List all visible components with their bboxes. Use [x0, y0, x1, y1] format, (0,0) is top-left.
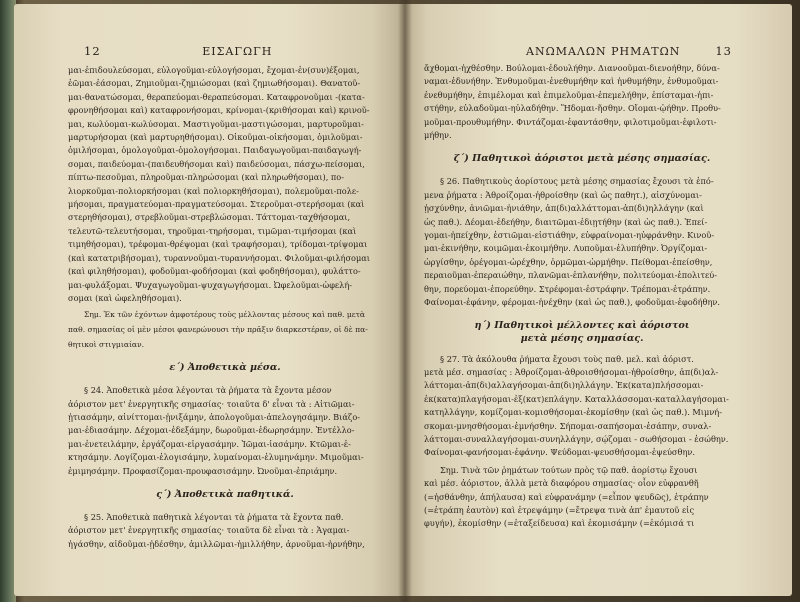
text-line: θητικοὶ στιγμιαίαν. — [68, 339, 145, 349]
text-line: μαι, κωλύομαι-κωλύσομαι. Μαστιγοῦμαι-μαστιγώσομαι, μαρτυροῦμαι- — [68, 118, 364, 129]
text-line: ἄχθομαι-ἠχθέσθην. Βούλομαι-ἐδουλήθην. Διανοοῦμαι-διενοήθην, δύνα- — [424, 63, 720, 73]
text-line: μετὰ μέσ. σημασίας : Ἀθροίζομαι-ἀθροισθήσομαι-ἠθροίσθην, ἀπ(δι)αλ- — [424, 366, 719, 377]
text-line: ἐῶμαι-ἐάσομαι, Ζημιοῦμαι-ζημιώσομαι (καὶ ζημιωθήσομαι). Θανατοῦ- — [68, 78, 361, 89]
text-line: λιορκοῦμαι-πολιορκήσομαι (καὶ πολιορκηθήσομαι), πολεμοῦμαι-πολε- — [68, 185, 359, 196]
text-line: ἐνεθυμήθην, ἐπιμέλομαι καὶ ἐπιμελοῦμαι-ἐπεμελήθην, ἐπίσταμαι-ἠπι- — [424, 89, 714, 100]
text-line: φρονηθήσομαι καὶ) καταφρονήσομαι, κρίνομαι-(κριθήσομαι καὶ) κρινοῦ- — [68, 105, 370, 116]
right-paragraph-27 — [424, 353, 740, 460]
text-line: Σημ. Τινὰ τῶν ῥημάτων τούτων πρὸς τῷ παθ. ἀορίστῳ ἔχουσι — [440, 464, 698, 475]
text-line: § 25. Ἀποθετικὰ παθητικὰ λέγονται τὰ ῥήματα τὰ ἔχοντα παθ. — [84, 511, 344, 522]
left-page-number: 12 — [84, 44, 101, 58]
right-page-number: 13 — [715, 44, 732, 58]
text-line: ἠγάσθην, αἰδοῦμαι-ᾐδέσθην, ἁμιλλῶμαι-ἡμιλλήθην, ἀρνοῦμαι-ἠρνήθην, — [68, 538, 365, 549]
heading-line-2: μετὰ μέσης σημασίας. — [520, 332, 644, 344]
text-line: μαι-ἐκινήθην, κοιμῶμαι-ἐκοιμήθην. Λυποῦμαι-ἐλυπήθην. Ὀργίζομαι- — [424, 243, 708, 254]
text-line: (καὶ κατατριβήσομαι), τυραννοῦμαι-τυραννήσομαι. Φιλοῦμαι-φιλήσομαι — [68, 252, 371, 263]
left-page — [14, 4, 404, 596]
right-paragraph-26 — [424, 175, 740, 309]
heading-line-1: η΄) Παθητικοὶ μέλλοντες καὶ ἀόριστοι — [474, 319, 690, 331]
text-line: γομαι-ἠπείχθην, ἑστιῶμαι-εἱστιάθην, εὐφραίνομαι-ηὐφράνθην. Κινοῦ- — [424, 230, 715, 241]
right-page-header — [526, 44, 732, 58]
right-paragraph-continued — [424, 62, 740, 142]
text-line: μαι-ἐπιδουλεύσομαι, εὐλογοῦμαι-εὐλογήσομαι, ἔχομαι-ἐν(συν)έξομαι, — [68, 65, 360, 75]
text-line: ἐκ(κατα)πλαγήσομαι-ἐξ(κατ)επλάγην. Καταλλάσσομαι-καταλλαγήσομαι- — [424, 393, 729, 404]
text-line: μαι-ἐδιασάμην. Δέχομαι-ἐδεξάμην, δωροῦμαι-ἐδωρησάμην. Ἐντέλλο- — [68, 425, 355, 436]
text-line: ᾐσχύνθην, ἀνιῶμαι-ἠνιάθην, ἀπ(δι)αλλάττομαι-ἀπ(δι)ηλλάγην (καὶ — [424, 203, 704, 214]
text-line: § 24. Ἀποθετικὰ μέσα λέγονται τὰ ῥήματα τὰ ἔχοντα μέσον — [84, 385, 332, 396]
left-running-head: ΕΙΣΑΓΩΓΗ — [202, 45, 273, 58]
text-line: κατηλλάγην, κομίζομαι-κομισθήσομαι-ἐκομίσθην (καὶ ὡς παθ.). Μιμνή- — [424, 407, 722, 418]
text-line: μήσομαι, πραγματεύομαι-πραγματεύσομαι. Στεροῦμαι-στερήσομαι (καὶ — [68, 199, 365, 210]
text-line: παθ. σημασίας οἱ μὲν μέσοι φανερώνουσι τὴν πρᾶξιν διαρκεστέραν, οἱ δὲ πα- — [68, 324, 368, 334]
heading-apothetika-pathitika: ς΄) Ἀποθετικὰ παθητικά. — [156, 488, 294, 500]
text-line: μοῦμαι-προυθυμήθην. Φιντάζομαι-ἐφαντάσθην, φιλοτιμοῦμαι-ἐφιλοτι- — [424, 116, 717, 127]
text-line: (=ἡσθάνθην, ἀπήλαυσα) καὶ εὐφρανάμην (=εἶπον ψευδῶς), ἐτράπην — [424, 491, 709, 502]
heading-pathitikoi-aoristoi: ζ΄) Παθητικοὶ ἀόριστοι μετὰ μέσης σημασίας. — [453, 153, 711, 165]
text-line: λάττομαι-ἀπ(δι)αλλαγήσομαι-ἀπ(δι)ηλλάγην. Ἐκ(κατα)πλήσσομαι- — [424, 380, 704, 391]
text-line: § 27. Τὰ ἀκόλουθα ῥήματα ἔχουσι τοὺς παθ. μελ. καὶ ἀόριστ. — [440, 353, 694, 364]
text-line: § 26. Παθητικοὺς ἀορίστους μετὰ μέσης σημασίας ἔχουσι τὰ ἑπό- — [440, 176, 714, 187]
left-paragraph-24 — [68, 384, 382, 478]
text-line: μήθην. — [424, 130, 452, 141]
text-line: ἀόριστον μετ' ἐνεργητικῆς σημασίας· τοιαῦτα δ' εἶναι τὰ : Αἰτιῶμαι- — [68, 398, 355, 409]
text-line: σομαι, παιδεύομαι-(παιδευθήσομαι καὶ) παιδεύσομαι, πάσχω-πείσομαι, — [68, 158, 365, 169]
text-line: θην, πορεύομαι-ἐπορεύθην. Στρέφομαι-ἐστράφην. Τρέπομαι-ἐτράπην. — [424, 283, 711, 294]
text-line: τιμηθήσομαι), τρέφομαι-θρέψομαι (καὶ τραφήσομαι), τρίδομαι-τρίψομαι — [68, 239, 368, 250]
text-line: (=ἐτράπη ἑαυτὸν) καὶ ἐτρεψάμην (=ἔτρεψα τινὰ ἀπ' ἐμαυτοῦ εἰς — [424, 504, 695, 515]
text-line: λάττομαι-συναλλαγήσομαι-συνηλλάγην, σῴζομαι - σωθήσομαι - ἐσώθην. — [424, 433, 729, 444]
heading-pathitikoi-mellontes — [424, 319, 740, 345]
text-line: φυγήν), ἐκομίσθην (=ἐταξείδευσα) καὶ ἐκομισάμην (=ἐκόμισά τι — [424, 518, 695, 529]
left-paragraph-verbs — [68, 64, 382, 305]
text-line: ᾐτιασάμην, αἰνίττομαι-ᾐνιξάμην, ἀπολογοῦμαι-ἀπελογησάμην. Βιάζο- — [68, 411, 361, 422]
text-line: Φαίνομαι-ἐφάνην, φέρομαι-ἠνέχθην (καὶ ὡς παθ.), φοδοῦμαι-ἐφοδήθην. — [424, 297, 720, 308]
text-line: ὠργίσθην, ὀρέγομαι-ὠρέχθην, ὁρμῶμαι-ὡρμήθην. Πείθομαι-ἐπείσθην, — [424, 256, 713, 267]
text-line: (καὶ φιληθήσομαι), φοδοῦμαι-φοδήσομαι (καὶ φοδηθήσομαι), φυλάττο- — [68, 266, 361, 277]
right-page — [404, 4, 792, 596]
right-running-head: ΑΝΩΜΑΛΩΝ ΡΗΜΑΤΩΝ — [526, 45, 681, 58]
text-line: μενα ῥήματα : Ἀθροίζομαι-ἠθροίσθην (καὶ ὡς παθητ.), αἰσχύνομαι- — [424, 189, 702, 200]
book-gutter — [398, 0, 412, 602]
right-page-body — [424, 62, 740, 531]
text-line: στερηθήσομαι), στρεβλοῦμαι-στρεβλώσομαι. Τάττομαι-ταχθήσομαι, — [68, 212, 351, 223]
text-line: ὡς παθ.). Δέομαι-ἐδεήθην, διαιτῶμαι-ἐδιῃτήθην (καὶ ὡς παθ.). Ἐπεί- — [424, 216, 708, 227]
left-paragraph-25 — [68, 511, 382, 551]
left-note — [68, 309, 382, 351]
text-line: σκομαι-μνησθήσομαι-ἐμνήσθην. Σήπομαι-σαπήσομαι-ἐσάπην, συναλ- — [424, 420, 712, 431]
text-line: καὶ μέσ. ἀόριστον, ἀλλὰ μετὰ διαφόρου σημασίας· οἷον εὐφρανθῆ — [424, 478, 699, 489]
text-line: ὁμιλήσομαι, ὁμολογοῦμαι-ὁμολογήσομαι. Παιδαγωγοῦμαι-παιδαγωγή- — [68, 145, 362, 156]
text-line: μαι-φυλάξομαι. Ψυχαγωγοῦμαι-ψυχαγωγήσομαι. Ὠφελοῦμαι-ὠφελή- — [68, 279, 353, 290]
left-page-body — [68, 64, 382, 551]
right-note — [424, 464, 740, 531]
text-line: ναμαι-ἐδυνήθην. Ἐνθυμοῦμαι-ἐνεθυμήθην καὶ ἠνθυμήθην, ἐνθυμοῦμαι- — [424, 76, 719, 87]
text-line: πίπτω-πεσοῦμαι, πληροῦμαι-πληρώσομαι (καὶ πληρωθήσομαι), πο- — [68, 172, 345, 183]
text-line: μαι-ἐνετειλάμην, ἐργάζομαι-εἰργασάμην. Ἰῶμαι-ἰασάμην. Κτῶμαι-ἐ- — [68, 438, 351, 449]
text-line: στήθην, εὐλαδοῦμαι-ηὐλαδήθην. Ἥδομαι-ἥσθην. Οἴομαι-ᾠήθην. Προθυ- — [424, 103, 721, 114]
text-line: ἐμιμησάμην. Προφασίζομαι-προυφασισάμην. Ὠνοῦμαι-ἐπριάμην. — [68, 465, 338, 476]
text-line: Σημ. Ἐκ τῶν ἐχόντων ἀμφοτέρους τοὺς μέλλοντας μέσους καὶ παθ. μετὰ — [84, 310, 366, 320]
text-line: μαρτυρήσομαι (καὶ μαρτυρηθήσομαι). Οἰκοῦμαι-οἰκήσομαι, ὁμιλοῦμαι- — [68, 132, 363, 143]
text-line: Φαίνομαι-φανήσομαι-ἐφάνην. Ψεύδομαι-ψευσθήσομαι-ἐψεύσθην. — [424, 447, 695, 458]
text-line: περαιοῦμαι-ἐπεραιώθην, πλανῶμαι-ἐπλανήθην, πολιτεύομαι-ἐπολιτεύ- — [424, 270, 717, 281]
text-line: κτησάμην. Λογίζομαι-ἐλογισάμην, λυμαίνομαι-ἐλυμηνάμην. Μιμοῦμαι- — [68, 452, 364, 463]
text-line: τελευτῶ-τελευτήσομαι, τηροῦμαι-τηρήσομαι, τιμῶμαι-τιμήσομαι (καὶ — [68, 225, 357, 236]
heading-apothetika-mesa: ε΄) Ἀποθετικὰ μέσα. — [169, 362, 281, 374]
left-page-header — [84, 44, 374, 58]
text-line: μαι-θανατώσομαι, θεραπεύομαι-θεραπεύσομαι. Καταφρονοῦμαι -(κατα- — [68, 91, 365, 102]
text-line: ἀόριστον μετ' ἐνεργητικῆς σημασίας· τοιαῦτα δὲ εἶναι τὰ : Ἀγαμαι- — [68, 525, 350, 536]
text-line: σομαι (καὶ ὠφεληθήσομαι). — [68, 292, 182, 303]
